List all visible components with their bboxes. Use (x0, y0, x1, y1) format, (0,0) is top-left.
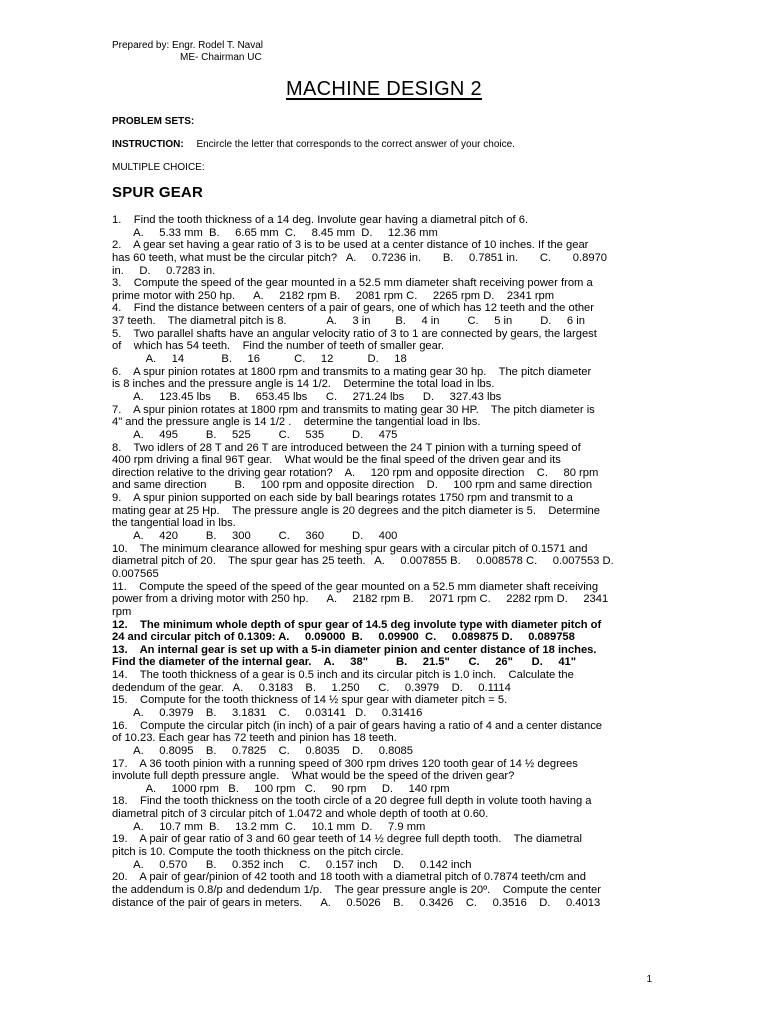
question-line: A. 0.8095 B. 0.7825 C. 0.8035 D. 0.8085 (112, 744, 413, 757)
question-line: 15. Compute for the tooth thickness of 14 ½ spur gear with diameter pitch = 5. (112, 694, 508, 707)
question-line: dedendum of the gear. A. 0.3183 B. 1.250 C. 0.3979 D. 0.1114 (112, 681, 511, 694)
question-line: the addendum is 0.8/p and dedendum 1/p. The gear pressure angle is 20º. Compute the center (112, 883, 601, 896)
question-line: of 10.23. Each gear has 72 teeth and pinion has 18 teeth. (112, 732, 397, 745)
question-line: direction relative to the driving gear rotation? A. 120 rpm and opposite direction C. 80 rpm (112, 466, 599, 479)
instruction-label: INSTRUCTION: (112, 139, 184, 150)
question-line: 3. Compute the speed of the gear mounted in a 52.5 mm diameter shaft receiving power from a (112, 277, 593, 290)
question-line: involute full depth pressure angle. What would be the speed of the driven gear? (112, 770, 515, 783)
question-line: 0.007565 (112, 567, 159, 580)
question-line: 20. A pair of gear/pinion of 42 tooth and 18 tooth with a diametral pitch of 0.7874 teeth/cm and (112, 871, 586, 884)
question-line: 9. A spur pinion supported on each side by ball bearings rotates 1750 rpm and transmit to a (112, 492, 573, 505)
question-line: 4" and the pressure angle is 14 1/2 . determine the tangential load in lbs. (112, 416, 481, 429)
question-line: of which has 54 teeth. Find the number of teeth of smaller gear. (112, 340, 445, 353)
question-line: 7. A spur pinion rotates at 1800 rpm and transmits to mating gear 30 HP. The pitch diameter is (112, 403, 595, 416)
question-line: 17. A 36 tooth pinion with a running speed of 300 rpm drives 120 tooth gear of 14 ½ degrees (112, 757, 578, 770)
question-line: 18. Find the tooth thickness on the tooth circle of a 20 degree full depth in volute tooth having a (112, 795, 592, 808)
prepared-by-block (112, 40, 263, 64)
question-line: 12. The minimum whole depth of spur gear of 14.5 deg involute type with diameter pitch of (112, 618, 602, 631)
question-line: distance of the pair of gears in meters. A. 0.5026 B. 0.3426 C. 0.3516 D. 0.4013 (112, 896, 601, 909)
author-position: ME- Chairman UC (180, 52, 262, 63)
question-line: is 8 inches and the pressure angle is 14 1/2. Determine the total load in lbs. (112, 378, 495, 391)
question-line: 5. Two parallel shafts have an angular velocity ratio of 3 to 1 are connected by gears, the largest (112, 327, 597, 340)
instruction-text: Encircle the letter that corresponds to the correct answer of your choice. (196, 139, 515, 150)
question-line: A. 0.3979 B. 3.1831 C. 0.03141 D. 0.31416 (112, 706, 423, 719)
question-line: 400 rpm driving a final 96T gear. What would be the final speed of the driven gear and its (112, 454, 561, 467)
question-line: 10. The minimum clearance allowed for meshing spur gears with a circular pitch of 0.1571 and (112, 542, 588, 555)
prepared-by-line: Prepared by: Engr. Rodel T. Naval (112, 40, 264, 51)
question-line: A. 5.33 mm B. 6.65 mm C. 8.45 mm D. 12.36 mm (112, 226, 438, 239)
page-title-text: MACHINE DESIGN 2 (286, 78, 482, 100)
instruction-row (112, 139, 515, 150)
question-line: 16. Compute the circular pitch (in inch) of a pair of gears having a ratio of 4 and a center distance (112, 719, 603, 732)
question-line: 2. A gear set having a gear ratio of 3 is to be used at a center distance of 10 inches. If the gear (112, 239, 589, 252)
section-title: SPUR GEAR (112, 184, 203, 201)
question-line: has 60 teeth, what must be the circular pitch? A. 0.7236 in. B. 0.7851 in. C. 0.8970 (112, 251, 608, 264)
page-number: 1 (646, 974, 652, 985)
question-line: A. 10.7 mm B. 13.2 mm C. 10.1 mm D. 7.9 mm (112, 820, 426, 833)
question-line: 13. An internal gear is set up with a 5-in diameter pinion and center distance of 18 inches. (112, 643, 597, 656)
question-line: 8. Two idlers of 28 T and 26 T are introduced between the 24 T pinion with a turning speed of (112, 441, 581, 454)
question-line: diametral pitch of 20. The spur gear has 25 teeth. A. 0.007855 B. 0.008578 C. 0.007553 D. (112, 555, 614, 568)
question-line: Find the diameter of the internal gear. A. 38" B. 21.5" C. 26" D. 41" (112, 656, 577, 669)
question-line: 4. Find the distance between centers of a pair of gears, one of which has 12 teeth and the other (112, 302, 594, 315)
question-line: pitch is 10. Compute the tooth thickness on the pitch circle. (112, 846, 404, 859)
question-line: 14. The tooth thickness of a gear is 0.5 inch and its circular pitch is 1.0 inch. Calculate the (112, 669, 574, 682)
question-line: A. 420 B. 300 C. 360 D. 400 (112, 530, 398, 543)
page-title (0, 78, 768, 101)
question-line: 11. Compute the speed of the speed of the gear mounted on a 52.5 mm diameter shaft receiving (112, 580, 599, 593)
question-line: 6. A spur pinion rotates at 1800 rpm and transmits to a mating gear 30 hp. The pitch diameter (112, 365, 592, 378)
problem-sets-label: PROBLEM SETS: (112, 116, 195, 127)
question-line: A. 123.45 lbs B. 653.45 lbs C. 271.24 lbs D. 327.43 lbs (112, 390, 502, 403)
question-line: the tangential load in lbs. (112, 517, 236, 530)
question-line: rpm (112, 605, 132, 618)
question-line: 37 teeth. The diametral pitch is 8. A. 3 in B. 4 in C. 5 in D. 6 in (112, 315, 585, 328)
question-line: A. 1000 rpm B. 100 rpm C. 90 rpm D. 140 rpm (112, 782, 450, 795)
question-line: 24 and circular pitch of 0.1309: A. 0.09000 B. 0.09900 C. 0.089875 D. 0.089758 (112, 631, 575, 644)
question-line: 19. A pair of gear ratio of 3 and 60 gear teeth of 14 ½ degree full depth tooth. The diametral (112, 833, 582, 846)
question-line: 1. Find the tooth thickness of a 14 deg. Involute gear having a diametral pitch of 6. (112, 214, 529, 226)
question-line: power from a driving motor with 250 hp. A. 2182 rpm B. 2071 rpm C. 2282 rpm D. 2341 (112, 593, 609, 606)
question-line: prime motor with 250 hp. A. 2182 rpm B. 2081 rpm C. 2265 rpm D. 2341 rpm (112, 289, 555, 302)
question-line: A. 495 B. 525 C. 535 D. 475 (112, 428, 398, 441)
question-line: A. 0.570 B. 0.352 inch C. 0.157 inch D. 0.142 inch (112, 858, 472, 871)
question-line: diametral pitch of 3 circular pitch of 1.0472 and whole depth of tooth at 0.60. (112, 808, 489, 821)
multiple-choice-label: MULTIPLE CHOICE: (112, 162, 205, 173)
question-line: in. D. 0.7283 in. (112, 264, 216, 277)
question-list (112, 214, 654, 909)
question-line: and same direction B. 100 rpm and opposite direction D. 100 rpm and same direction (112, 479, 593, 492)
question-line: A. 14 B. 16 C. 12 D. 18 (112, 353, 407, 366)
question-line: mating gear at 25 Hp. The pressure angle is 20 degrees and the pitch diameter is 5. Determine (112, 504, 600, 517)
